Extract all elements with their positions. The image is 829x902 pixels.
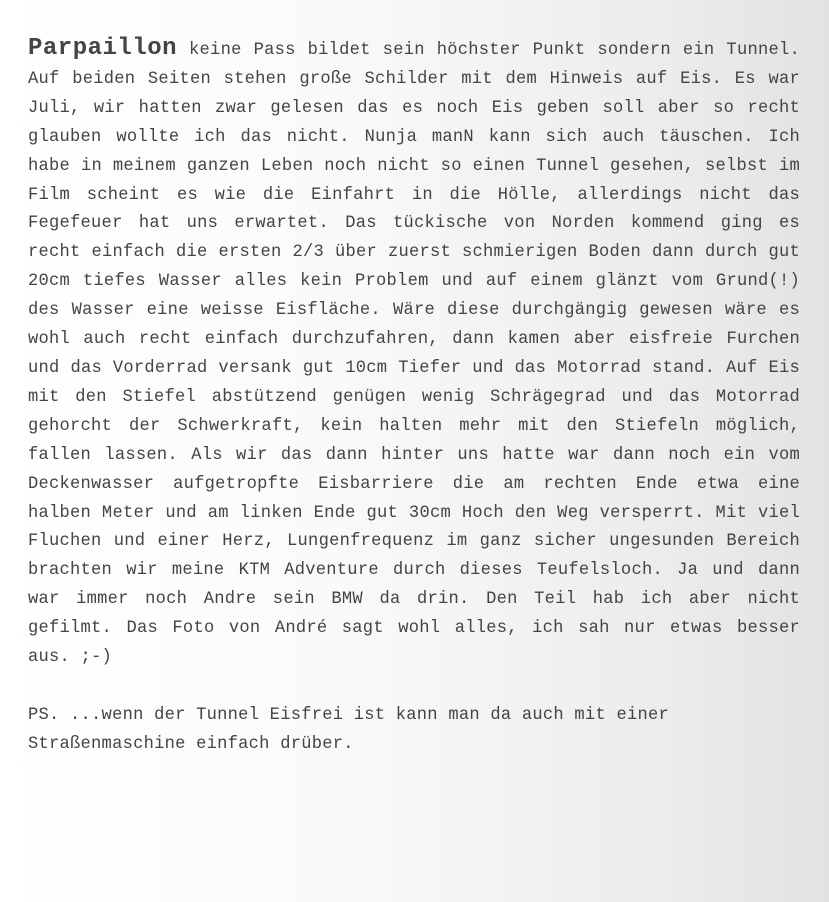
postscript: PS. ...wenn der Tunnel Eisfrei ist kann man da auch mit einer Straßenmaschine einfach drüber. [28,705,669,754]
article-container [28,35,800,760]
article-paragraph [28,35,800,673]
article-title: Parpaillon [28,35,178,62]
article-body: keine Pass bildet sein höchster Punkt sondern ein Tunnel. Auf beiden Seiten stehen große Schilder mit dem Hinweis auf Eis. Es war Juli, wir hatten zwar gelesen das es noch Eis geben soll aber so recht glauben wollte ich das nicht. Nunja manN kann sich auch täuschen. Ich habe in meinem ganzen Leben noch nicht so einen Tunnel gesehen, selbst im Film scheint es wie die Einfahrt in die Hölle, allerdings nicht das Fegefeuer hat uns erwartet. Das tückische von Norden kommend ging es recht einfach die ersten 2/3 über zuerst schmierigen Boden dann durch gut 20cm tiefes Wasser alles kein Problem und auf einem glänzt vom Grund(!) des Wasser eine weisse Eisfläche. Wäre diese durchgängig gewesen wäre es wohl auch recht einfach durchzufahren, dann kamen aber eisfreie Furchen und das Vorderrad versank gut 10cm Tiefer und das Motorrad stand. Auf Eis mit den Stiefel abstützend genügen wenig Schrägegrad und das Motorrad gehorcht der Schwerkraft, kein halten mehr mit den Stiefeln möglich, fallen lassen. Als wir das dann hinter uns hatte war dann noch ein vom Deckenwasser aufgetropfte Eisbarriere die am rechten Ende etwa eine halben Meter und am linken Ende gut 30cm Hoch den Weg versperrt. Mit viel Fluchen und einer Herz, Lungenfrequenz im ganz sicher ungesunden Bereich brachten wir meine KTM Adventure durch dieses Teufelsloch. Ja und dann war immer noch Andre sein BMW da drin. Den Teil hab ich aber nicht gefilmt. Das Foto von André sagt wohl alles, ich sah nur etwas besser aus. ;-) [28,41,800,668]
